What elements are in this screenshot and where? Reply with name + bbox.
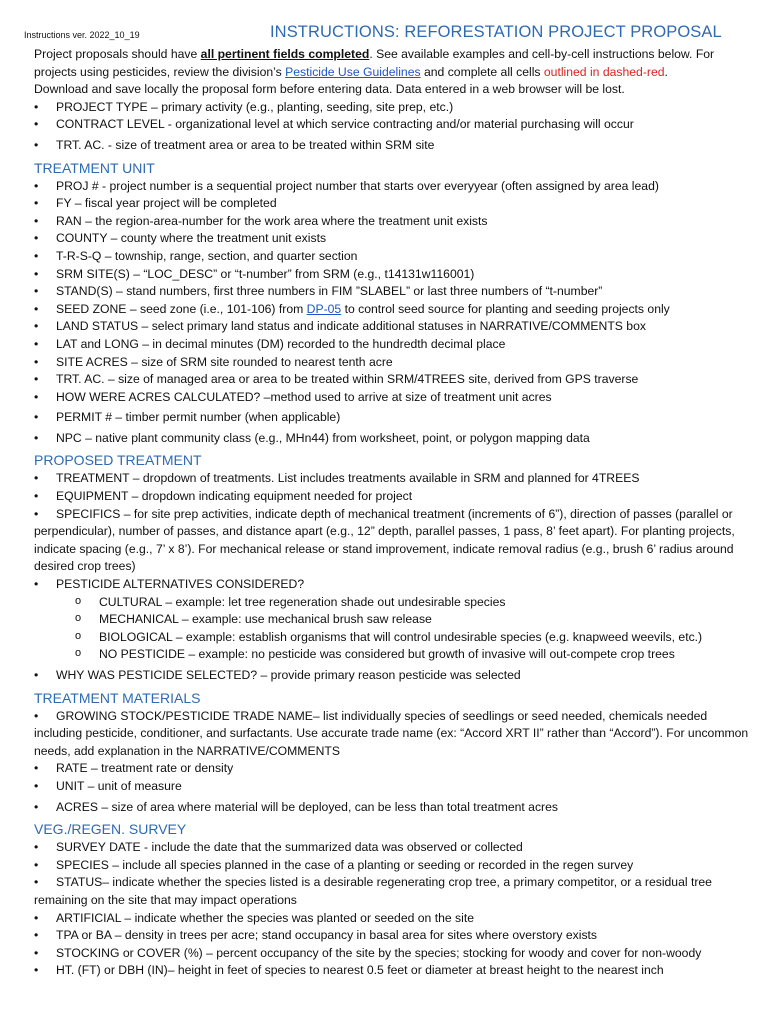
intro xyxy=(34,46,752,99)
sub-list-item: o BIOLOGICAL – example: establish organisms that will control undesirable species (e.g. knapweed weevils, etc.) xyxy=(34,629,752,647)
proposed-treatment-list xyxy=(34,470,752,684)
list-item: • TREATMENT – dropdown of treatments. List includes treatments available in SRM and planned for 4TREES xyxy=(34,470,752,488)
list-item: • UNIT – unit of measure xyxy=(34,778,752,796)
section-heading-survey: VEG./REGEN. SURVEY xyxy=(34,821,187,838)
section-heading-treatment-unit: TREATMENT UNIT xyxy=(34,159,155,176)
pesticide-guidelines-link[interactable]: Pesticide Use Guidelines xyxy=(285,64,421,79)
list-item: • SRM SITE(S) – “LOC_DESC” or “t-number” from SRM (e.g., t14131w116001) xyxy=(34,266,752,284)
list-item: • PERMIT # – timber permit number (when applicable) xyxy=(34,409,752,427)
list-item: • TPA or BA – density in trees per acre; stand occupancy in basal area for sites where overstory exists xyxy=(34,927,752,945)
intro-text: and complete all cells xyxy=(420,64,544,79)
sub-list-item: o MECHANICAL – example: use mechanical brush saw release xyxy=(34,611,752,629)
intro-download-note: Download and save locally the proposal form before entering data. Data entered in a web browser will be lost. xyxy=(34,82,625,97)
list-item: • PESTICIDE ALTERNATIVES CONSIDERED? xyxy=(34,576,752,594)
list-item: • PROJ # - project number is a sequential project number that starts over everyyear (often assigned by area lead) xyxy=(34,178,752,196)
list-item: • SITE ACRES – size of SRM site rounded to nearest tenth acre xyxy=(34,354,752,372)
sub-list-item: o NO PESTICIDE – example: no pesticide was considered but growth of invasive will out-compete crop trees xyxy=(34,646,752,664)
version-label: Instructions ver. 2022_10_19 xyxy=(24,30,140,40)
list-item: • T-R-S-Q – township, range, section, and quarter section xyxy=(34,248,752,266)
list-item: • HT. (FT) or DBH (IN)– height in feet of species to nearest 0.5 feet or diameter at breast height to the nearest inch xyxy=(34,962,752,980)
seed-zone-text: to control seed source for planting and seeding projects only xyxy=(341,301,670,316)
list-item-status: • STATUS– indicate whether the species listed is a desirable regenerating crop tree, a primary competitor, or a residual tree remaining on the site that may impact operations xyxy=(34,874,752,909)
seed-zone-text: SEED ZONE – seed zone (i.e., 101-106) from xyxy=(56,301,307,316)
list-item: • TRT. AC. - size of treatment area or area to be treated within SRM site xyxy=(34,137,752,155)
section-heading-proposed-treatment: PROPOSED TREATMENT xyxy=(34,452,202,469)
intro-text: . xyxy=(664,64,668,79)
list-item: • LAND STATUS – select primary land status and indicate additional statuses in NARRATIVE/COMMENTS box xyxy=(34,318,752,336)
list-item: • SPECIES – include all species planned in the case of a planting or seeding or recorded in the regen survey xyxy=(34,857,752,875)
list-item: • PROJECT TYPE – primary activity (e.g., planting, seeding, site prep, etc.) xyxy=(34,99,752,117)
list-item: • CONTRACT LEVEL - organizational level at which service contracting and/or material purchasing will occur xyxy=(34,116,752,134)
list-item: • ACRES – size of area where material will be deployed, can be less than total treatment acres xyxy=(34,799,752,817)
list-item: • LAT and LONG – in decimal minutes (DM) recorded to the hundredth decimal place xyxy=(34,336,752,354)
list-item: • NPC – native plant community class (e.g., MHn44) from worksheet, point, or polygon mapping data xyxy=(34,430,752,448)
survey-list xyxy=(34,839,752,980)
intro-emphasis: all pertinent fields completed xyxy=(200,47,370,61)
general-list xyxy=(34,99,752,155)
list-item: • EQUIPMENT – dropdown indicating equipment needed for project xyxy=(34,488,752,506)
dp-05-link[interactable]: DP-05 xyxy=(306,301,342,316)
sub-list-item: o CULTURAL – example: let tree regeneration shade out undesirable species xyxy=(34,594,752,612)
list-item: • RATE – treatment rate or density xyxy=(34,760,752,778)
treatment-materials-list xyxy=(34,708,752,817)
document-body xyxy=(34,46,752,980)
list-item: • HOW WERE ACRES CALCULATED? –method used to arrive at size of treatment unit acres xyxy=(34,389,752,407)
intro-text: . See available examples and cell-by-cell instructions below. For projects using pesticides, review the division’s xyxy=(34,47,715,79)
section-heading-treatment-materials: TREATMENT MATERIALS xyxy=(34,689,201,706)
treatment-unit-list xyxy=(34,178,752,448)
list-item: • WHY WAS PESTICIDE SELECTED? – provide primary reason pesticide was selected xyxy=(34,667,752,685)
list-item: • ARTIFICIAL – indicate whether the species was planted or seeded on the site xyxy=(34,910,752,928)
list-item: • FY – fiscal year project will be completed xyxy=(34,195,752,213)
list-item: • COUNTY – county where the treatment unit exists xyxy=(34,230,752,248)
list-item-growing-stock: • GROWING STOCK/PESTICIDE TRADE NAME– list individually species of seedlings or seed needed, chemicals needed including pesticide, conditioner, and surfactants. Use accurate trade name (ex: “Accord XRT II” rather than “Accord”). For uncommon needs, add explanation in the NARRATIVE/COMMENTS xyxy=(34,708,752,761)
list-item: • STOCKING or COVER (%) – percent occupancy of the site by the species; stocking for woody and cover for non-woody xyxy=(34,945,752,963)
list-item-seed-zone xyxy=(34,301,752,319)
list-item: • SURVEY DATE - include the date that the summarized data was observed or collected xyxy=(34,839,752,857)
list-item-specifics: • SPECIFICS – for site prep activities, indicate depth of mechanical treatment (increments of 6”), direction of passes (parallel or perpendicular), number of passes, and distance apart (e.g., 12” depth, parallel passes, 1 pass, 8’ feet apart). For planting projects, indicate spacing (e.g., 7’ x 8’). For mechanical release or stand improvement, indicate removal radius (e.g., brush 6’ radius around desired crop trees) xyxy=(34,506,752,576)
dashed-red-note: outlined in dashed-red xyxy=(543,64,665,79)
intro-paragraph xyxy=(34,46,752,81)
intro-text: Project proposals should have xyxy=(34,47,201,61)
page-title: INSTRUCTIONS: REFORESTATION PROJECT PROPOSAL xyxy=(270,23,722,41)
list-item: • STAND(S) – stand numbers, first three numbers in FIM ”SLABEL” or last three numbers of “t-number” xyxy=(34,283,752,301)
list-item: • TRT. AC. – size of managed area or area to be treated within SRM/4TREES site, derived from GPS traverse xyxy=(34,371,752,389)
list-item: • RAN – the region-area-number for the work area where the treatment unit exists xyxy=(34,213,752,231)
